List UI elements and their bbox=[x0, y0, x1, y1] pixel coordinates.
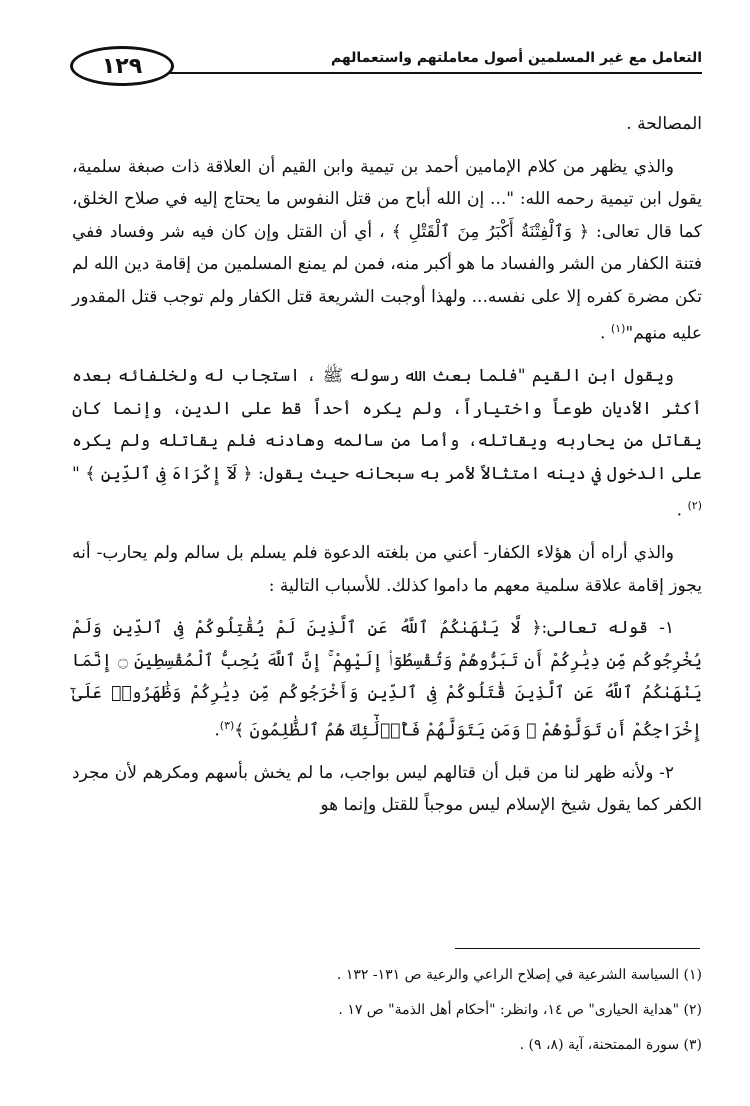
footnote-rule bbox=[455, 948, 700, 949]
footnote-ref-2: (٢) bbox=[687, 499, 702, 513]
running-header bbox=[70, 44, 702, 88]
main-text bbox=[72, 108, 702, 832]
running-title: التعامل مع غير المسلمين أصول معاملتهم واستعمالهم bbox=[330, 50, 702, 66]
header-rule bbox=[170, 72, 702, 74]
paragraph-ibn-alqayyim bbox=[72, 360, 702, 527]
paragraph-text: والذي يظهر من كلام الإمامين أحمد بن تيمية وابن القيم أن العلاقة ذات صبغة سلمية، يقول ابن تيمية رحمه الله: "... إن الله أباح من قتل النفوس ما يحتاج إليه في صلاح الخلق، كما قال تعالى: ﴿ وَٱلْفِتْنَةُ أَكْبَرُ مِنَ ٱلْقَتْلِ ﴾ ، أي أن القتل وإن كان فيه شر وفساد ففي فتنة الكفار من الشر والفساد ما هو أكبر منه، فمن لم يمنع المسلمين من إقامة دين الله لم تكن مضرة كفره إلا على نفسه... ولهذا أوجبت الشريعة قتل الكفار ولم توجب قتل المقدور عليه منهم" bbox=[72, 156, 702, 344]
footnote-2: (٢) "هداية الحيارى" ص ١٤، وانظر: "أحكام أهل الذمة" ص ١٧ . bbox=[338, 1002, 702, 1018]
paragraph-text: ويقول ابن القيم "فلما بعث الله رسوله ﷺ ، استجاب له ولخلفائه بعده أكثر الأديان طوعاً واختياراً، ولم يكره أحداً قط على الدين، وإنما كان يقاتل من يحاربه ويقاتله، وأما من سالمه وهادنه فلم يقاتله ولم يكره على الدخول في دينه امتثالاً لأمر به سبحانه حيث يقول: ﴿ لَآ إِكْرَاهَ فِى ٱلدِّينِ ﴾ " bbox=[72, 366, 702, 484]
footnote-1: (١) السياسة الشرعية في إصلاح الراعي والرعية ص ١٣١- ١٣٢ . bbox=[336, 967, 702, 983]
paragraph-author-view: والذي أراه أن هؤلاء الكفار- أعني من بلغته الدعوة فلم يسلم بل سالم ولم يحارب- أنه يجوز إقامة علاقة سلمية معهم ما داموا كذلك. للأسباب التالية : bbox=[72, 543, 702, 596]
paragraph-end: . bbox=[676, 500, 688, 521]
footnote-ref-1: (١) bbox=[610, 322, 626, 335]
paragraph-end: . bbox=[214, 720, 220, 741]
footnote-ref-3: (٣) bbox=[219, 718, 235, 732]
paragraph-text: ١- قوله تعالى:﴿ لَّا يَنْهَىٰكُمُ ٱللَّهُ عَنِ ٱلَّذِينَ لَمْ يُقَٰتِلُوكُمْ فِى ٱلدِّينِ وَلَمْ يُخْرِجُوكُم مِّن دِيَٰرِكُمْ أَن تَبَرُّوهُمْ وَتُقْسِطُوٓا۟ إِلَيْهِمْ ۚ إِنَّ ٱللَّهَ يُحِبُّ ٱلْمُقْسِطِينَ ۝ إِنَّمَا يَنْهَىٰكُمُ ٱللَّهُ عَنِ ٱلَّذِينَ قَٰتَلُوكُمْ فِى ٱلدِّينِ وَأَخْرَجُوكُم مِّن دِيَٰرِكُمْ وَظَٰهَرُوا۟ عَلَىٰٓ إِخْرَاجِكُمْ أَن تَوَلَّوْهُمْ ۚ وَمَن يَتَوَلَّهُمْ فَأُو۟لَٰٓئِكَ هُمُ ٱلظَّٰلِمُونَ ﴾ bbox=[72, 618, 702, 741]
paragraph-ibn-taymiyyah bbox=[72, 151, 702, 351]
page-number: ١٢٩ bbox=[70, 46, 174, 86]
paragraph-continuation: المصالحة . bbox=[626, 114, 702, 134]
paragraph-reason-1 bbox=[72, 612, 702, 747]
paragraph-end: . bbox=[600, 323, 611, 344]
paragraph-reason-2: ٢- ولأنه ظهر لنا من قبل أن قتالهم ليس بواجب، ما لم يخش بأسهم ومكرهم لأن مجرد الكفر كما يقول شيخ الإسلام ليس موجباً للقتل وإنما هو bbox=[72, 762, 702, 816]
footnotes bbox=[72, 958, 702, 1063]
footnote-3: (٣) سورة الممتحنة، آية (٨، ٩) . bbox=[519, 1037, 702, 1053]
